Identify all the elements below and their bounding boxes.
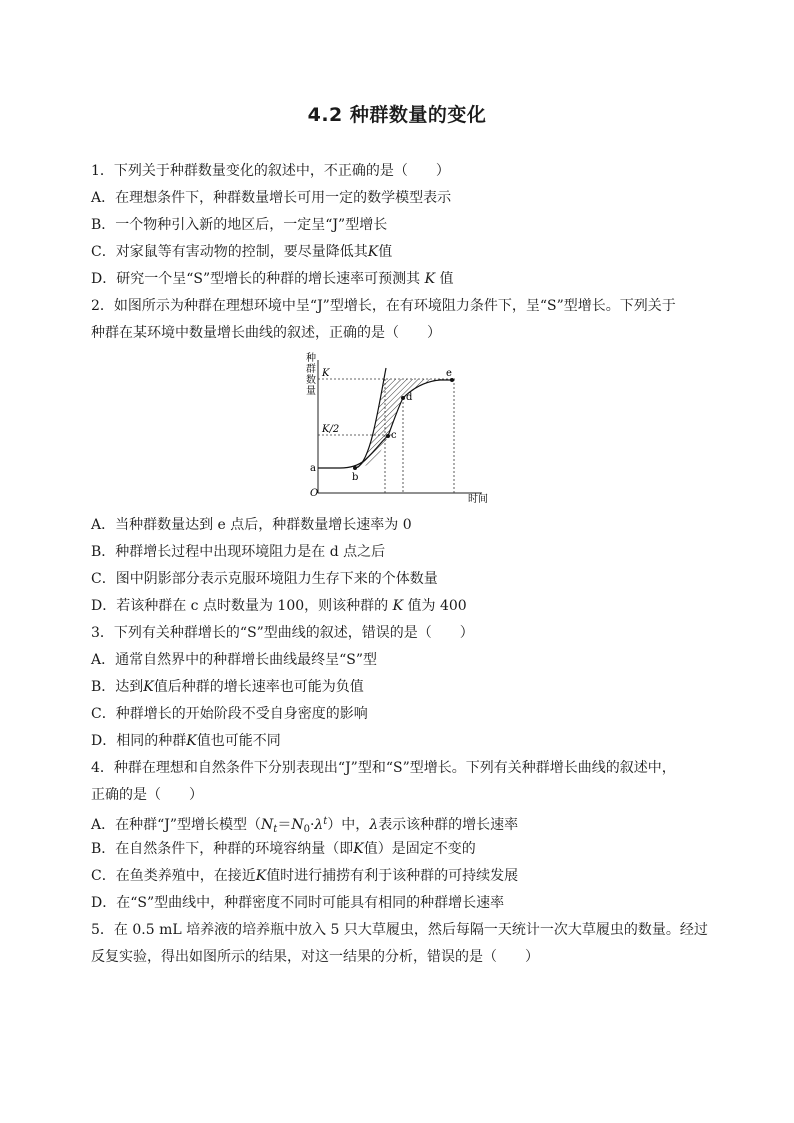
nt-subscript: t <box>273 824 278 835</box>
q4-option-c-tail: 值时进行捕捞有利于该种群的可持续发展 <box>266 868 519 884</box>
q1-option-c-tail: 值 <box>378 244 393 260</box>
q1-stem: 1．下列关于种群数量变化的叙述中，不正确的是（ ） <box>91 163 450 179</box>
point-c <box>386 434 390 438</box>
population-growth-figure <box>300 350 495 505</box>
origin-label: O <box>310 488 319 499</box>
q1-option-b: B．一个物种引入新的地区后，一定呈“J”型增长 <box>91 217 388 233</box>
q1-option-d-text: D．研究一个呈“S”型增长的种群的增长速率可预测其 <box>91 271 421 287</box>
q1-option-c <box>91 243 716 261</box>
k-half-label: K/2 <box>322 424 340 435</box>
y-axis-label-2: 群 <box>306 364 316 375</box>
lambda-symbol: λ <box>314 817 324 833</box>
q1-option-c-text: C．对家鼠等有害动物的控制，要尽量降低其 <box>91 244 368 260</box>
point-c-label: c <box>391 430 397 441</box>
q3-option-c: C．种群增长的开始阶段不受自身密度的影响 <box>91 706 368 722</box>
q3-option-d-tail: 值也可能不同 <box>196 733 281 749</box>
q4-stem-line2: 正确的是（ ） <box>91 787 203 803</box>
q3-option-d-text: D．相同的种群 <box>91 733 187 749</box>
lambda-symbol: λ <box>369 817 379 833</box>
k-symbol: K <box>353 841 364 857</box>
q1-option-a: A．在理想条件下，种群数量增长可用一定的数学模型表示 <box>91 190 452 206</box>
x-axis-label: 时间 <box>468 494 488 505</box>
q2-option-d-tail: 值为 400 <box>407 598 467 614</box>
y-axis-label-4: 量 <box>306 386 316 397</box>
point-d-label: d <box>406 392 413 403</box>
q2-option-d <box>91 597 716 615</box>
q2-stem-line1: 2．如图所示为种群在理想环境中呈“J”型增长，在有环境阻力条件下，呈“S”型增长。下列关于 <box>91 298 676 314</box>
q3-option-b-text: B．达到 <box>91 679 144 695</box>
q3-option-a: A．通常自然界中的种群增长曲线最终呈“S”型 <box>91 652 378 668</box>
environmental-resistance-area <box>355 379 452 468</box>
k-symbol: K <box>367 244 379 260</box>
lambda-exponent: t <box>323 816 328 827</box>
q4-option-b <box>91 840 716 858</box>
point-b <box>353 466 357 470</box>
q1-option-d-tail: 值 <box>439 271 454 287</box>
point-b-label: b <box>352 472 359 483</box>
q3-option-b-tail: 值后种群的增长速率也可能为负值 <box>153 679 364 695</box>
q2-option-b: B．种群增长过程中出现环境阻力是在 d 点之后 <box>91 544 386 560</box>
k-symbol: K <box>392 598 404 614</box>
k-label: K <box>322 368 330 379</box>
k-symbol: K <box>424 271 436 287</box>
y-axis-label-3: 数 <box>306 375 316 386</box>
equals-sign: ＝ <box>277 817 292 833</box>
q5-stem-line1: 5．在 0.5 mL 培养液的培养瓶中放入 5 只大草履虫，然后每隔一天统计一次大草履虫的数量。经过 <box>91 922 708 938</box>
q3-option-b <box>91 678 716 696</box>
q5-stem-line2: 反复实验，得出如图所示的结果，对这一结果的分析，错误的是（ ） <box>91 949 539 965</box>
q3-stem: 3．下列有关种群增长的“S”型曲线的叙述，错误的是（ ） <box>91 625 474 641</box>
q2-stem-line2: 种群在某环境中数量增长曲线的叙述，正确的是（ ） <box>91 325 441 341</box>
q4-option-a-text: A．在种群“J”型增长模型（ <box>91 817 262 833</box>
q4-option-a <box>91 813 716 839</box>
q2-option-a: A．当种群数量达到 e 点后，种群数量增长速率为 0 <box>91 517 412 533</box>
q4-option-a-mid: ）中， <box>327 817 370 833</box>
q2-option-c: C．图中阴影部分表示克服环境阻力生存下来的个体数量 <box>91 571 438 587</box>
q4-option-b-tail: 值）是固定不变的 <box>363 841 476 857</box>
point-d <box>401 396 405 400</box>
k-symbol: K <box>186 733 197 749</box>
n0-symbol: N <box>291 817 304 833</box>
q4-option-c-text: C．在鱼类养殖中，在接近 <box>91 868 256 884</box>
point-e-label: e <box>446 368 452 379</box>
k-symbol: K <box>255 868 267 884</box>
q4-option-b-text: B．在自然条件下，种群的环境容纳量（即 <box>91 841 354 857</box>
y-axis-label-1: 种 <box>306 353 316 364</box>
dot-operator: · <box>309 817 315 833</box>
page-title: 4.2 种群数量的变化 <box>307 104 487 126</box>
q4-option-c <box>91 867 716 885</box>
q4-option-a-tail: 表示该种群的增长速率 <box>378 817 519 833</box>
q3-option-d <box>91 732 716 750</box>
q4-option-d: D．在“S”型曲线中，种群密度不同时可能具有相同的种群增长速率 <box>91 895 505 911</box>
k-symbol: K <box>143 679 154 695</box>
nt-symbol: N <box>261 817 274 833</box>
point-a-label: a <box>310 463 316 474</box>
n0-subscript: 0 <box>303 824 310 835</box>
q1-option-d <box>91 270 716 288</box>
q2-option-d-text: D．若该种群在 c 点时数量为 100，则该种群的 <box>91 598 389 614</box>
q4-stem-line1: 4．种群在理想和自然条件下分别表现出“J”型和“S”型增长。下列有关种群增长曲线的叙述中， <box>91 760 676 776</box>
